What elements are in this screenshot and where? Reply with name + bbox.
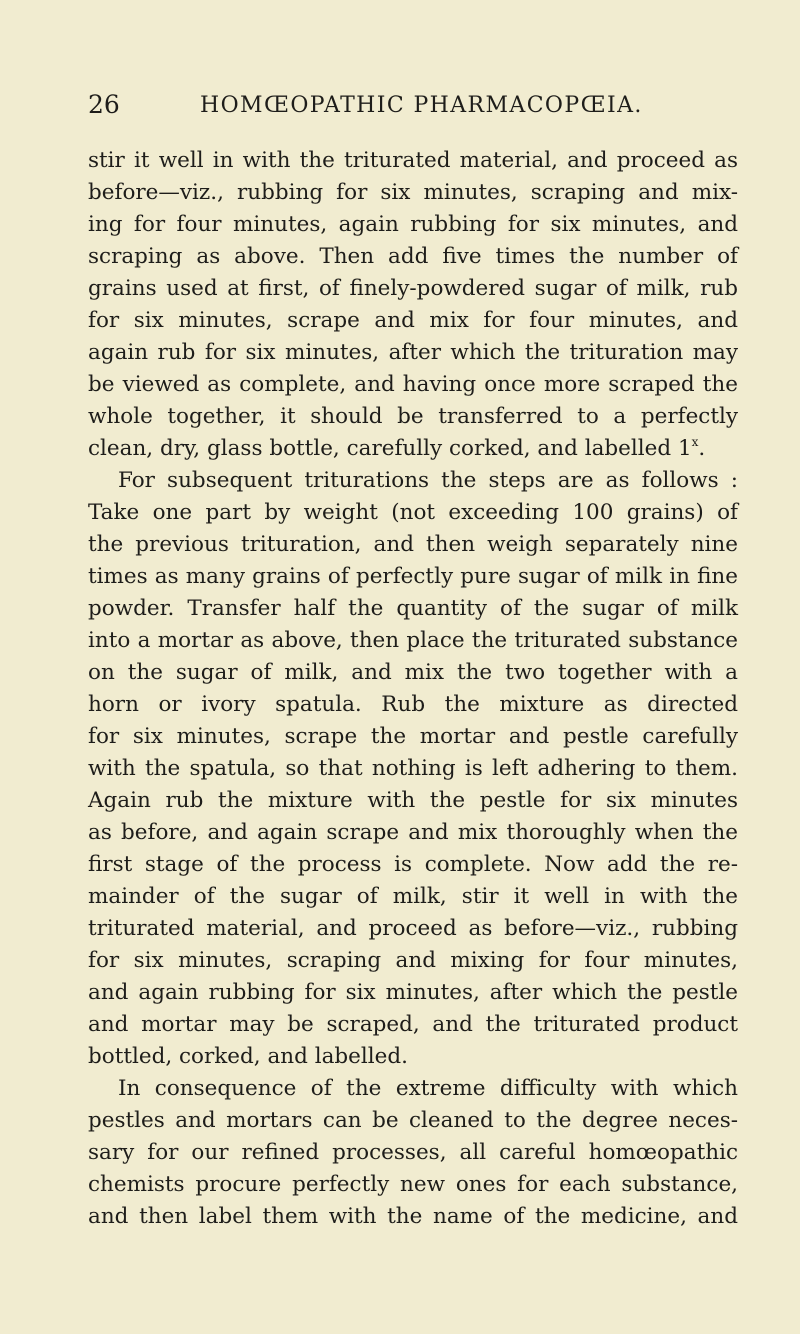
text-line: grains used at first, of finely-powdered sugar of milk, rub [88,276,738,301]
text-line: as before, and again scrape and mix thoroughly when the [88,820,738,845]
label-superscript: x [691,435,699,449]
text-line: Again rub the mixture with the pestle for six minutes [88,788,738,813]
text-line: Take one part by weight (not exceeding 100 grains) of [88,500,738,525]
text-line: chemists procure perfectly new ones for each substance, [88,1172,738,1197]
text-line: with the spatula, so that nothing is left adhering to them. [88,756,738,781]
text-line: again rub for six minutes, after which the trituration may [88,340,738,365]
text-line: ing for four minutes, again rubbing for six minutes, and [88,212,738,237]
text-line: sary for our refined processes, all careful homœopathic [88,1140,738,1165]
text-line: be viewed as complete, and having once more scraped the [88,372,738,397]
label-end: . [698,436,706,461]
text-line: first stage of the process is complete. Now add the re- [88,852,738,877]
text-line: scraping as above. Then add five times the number of [88,244,738,269]
text-line: and then label them with the name of the medicine, and [88,1204,738,1229]
running-head [0,90,800,120]
text-line: mainder of the sugar of milk, stir it well in with the [88,884,738,909]
paragraph-end: bottled, corked, and labelled. [88,1044,408,1069]
body-text [88,145,738,1233]
paragraph-start: In consequence of the extreme difficulty with which [118,1076,738,1101]
label-text: clean, dry, glass bottle, carefully corked, and labelled 1 [88,436,692,461]
text-line: whole together, it should be transferred to a perfectly [88,404,738,429]
text-line: powder. Transfer half the quantity of the sugar of milk [88,596,738,621]
text-line: the previous trituration, and then weigh separately nine [88,532,738,557]
text-line: pestles and mortars can be cleaned to the degree neces- [88,1108,738,1133]
text-line: horn or ivory spatula. Rub the mixture as directed [88,692,738,717]
text-line: triturated material, and proceed as before—viz., rubbing [88,916,738,941]
text-line: times as many grains of perfectly pure sugar of milk in fine [88,564,738,589]
text-line: on the sugar of milk, and mix the two together with a [88,660,738,685]
paragraph-start: For subsequent triturations the steps are as follows : [118,468,738,493]
text-line: and mortar may be scraped, and the triturated product [88,1012,738,1037]
text-line: into a mortar as above, then place the triturated substance [88,628,738,653]
text-line: and again rubbing for six minutes, after which the pestle [88,980,738,1005]
text-line: before—viz., rubbing for six minutes, scraping and mix- [88,180,738,205]
text-line: for six minutes, scraping and mixing for four minutes, [88,948,738,973]
text-line-with-label [88,433,738,465]
text-line: for six minutes, scrape the mortar and pestle carefully [88,724,738,749]
page-number: 26 [88,90,120,119]
text-line: stir it well in with the triturated material, and proceed as [88,148,738,173]
text-line: for six minutes, scrape and mix for four minutes, and [88,308,738,333]
running-title: HOMŒOPATHIC PHARMACOPŒIA. [200,93,643,118]
